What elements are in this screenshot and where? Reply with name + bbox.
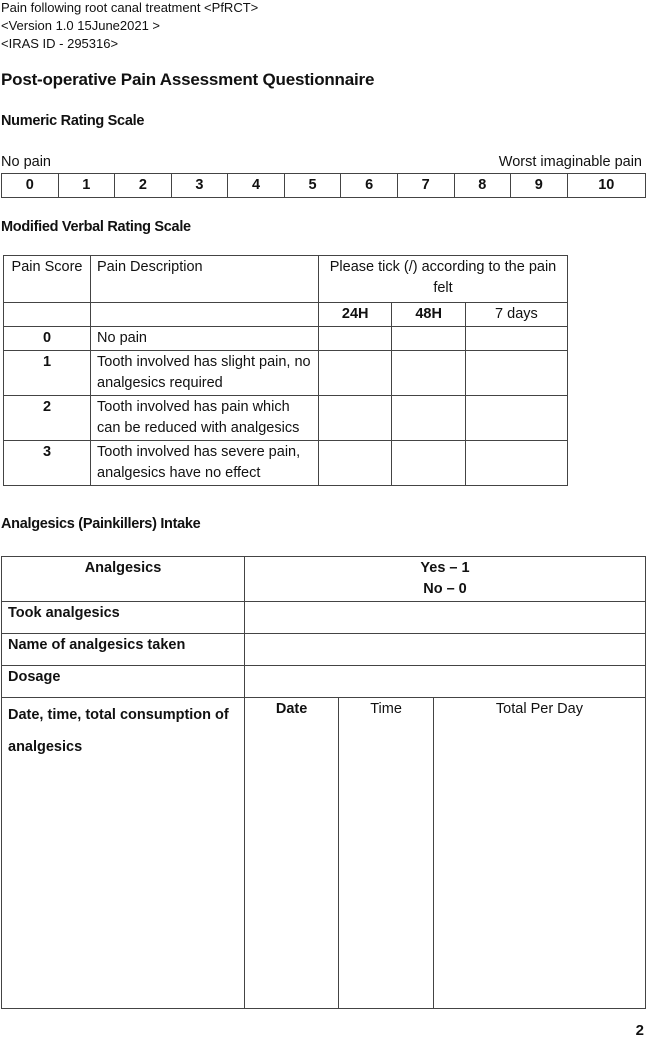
analgesics-table	[1, 556, 646, 1009]
nrs-cell-8[interactable]: 8	[454, 174, 511, 198]
analgesics-row	[2, 602, 646, 634]
analgesics-row-label: Name of analgesics taken	[2, 634, 245, 666]
vrs-heading: Modified Verbal Rating Scale	[1, 219, 191, 235]
col-24h: 24H	[319, 303, 392, 327]
tick-24h[interactable]	[319, 327, 392, 351]
pain-score: 1	[4, 351, 91, 396]
pain-score: 0	[4, 327, 91, 351]
analgesics-row	[2, 634, 646, 666]
col-tick-instruction: Please tick (/) according to the pain felt	[319, 256, 568, 303]
time-header: Time	[370, 701, 402, 717]
nrs-cell-1[interactable]: 1	[58, 174, 115, 198]
col-7days: 7 days	[465, 303, 567, 327]
tick-48h[interactable]	[392, 327, 465, 351]
analgesics-answer-field[interactable]	[245, 634, 646, 666]
nrs-cell-10[interactable]: 10	[567, 174, 645, 198]
vrs-row	[4, 351, 568, 396]
pain-score: 2	[4, 396, 91, 441]
nrs-cell-0[interactable]: 0	[2, 174, 59, 198]
pain-description: Tooth involved has pain which can be reduced with analgesics	[91, 396, 319, 441]
nrs-heading: Numeric Rating Scale	[1, 113, 145, 129]
nrs-cell-4[interactable]: 4	[228, 174, 285, 198]
col-48h: 48H	[392, 303, 465, 327]
col-pain-description: Pain Description	[91, 256, 319, 303]
yes-label: Yes – 1	[420, 560, 470, 576]
nrs-cell-2[interactable]: 2	[115, 174, 172, 198]
tick-48h[interactable]	[392, 441, 465, 486]
col-analgesics: Analgesics	[2, 557, 245, 602]
nrs-right-label: Worst imaginable pain	[498, 154, 642, 170]
time-column[interactable]	[339, 698, 434, 1009]
tick-24h[interactable]	[319, 396, 392, 441]
date-column[interactable]	[245, 698, 339, 1009]
analgesics-answer-field[interactable]	[245, 602, 646, 634]
vrs-row	[4, 396, 568, 441]
nrs-cell-5[interactable]: 5	[284, 174, 341, 198]
tick-48h[interactable]	[392, 351, 465, 396]
tick-24h[interactable]	[319, 351, 392, 396]
tick-7days[interactable]	[465, 327, 567, 351]
nrs-cell-7[interactable]: 7	[397, 174, 454, 198]
tick-24h[interactable]	[319, 441, 392, 486]
pain-score: 3	[4, 441, 91, 486]
analgesics-row-label: Dosage	[2, 666, 245, 698]
pain-description: Tooth involved has severe pain, analgesics have no effect	[91, 441, 319, 486]
tick-7days[interactable]	[465, 441, 567, 486]
vrs-row	[4, 327, 568, 351]
vrs-row	[4, 441, 568, 486]
total-column[interactable]	[433, 698, 645, 1009]
consumption-label: Date, time, total consumption of analgesics	[2, 698, 245, 1009]
analgesics-row-label: Took analgesics	[2, 602, 245, 634]
date-header: Date	[275, 701, 308, 717]
pain-description: No pain	[91, 327, 319, 351]
page-number: 2	[635, 1022, 644, 1039]
col-pain-score: Pain Score	[4, 256, 91, 303]
analgesics-answer-field[interactable]	[245, 666, 646, 698]
no-label: No – 0	[423, 581, 467, 597]
nrs-left-label: No pain	[1, 154, 51, 170]
tick-7days[interactable]	[465, 396, 567, 441]
tick-48h[interactable]	[392, 396, 465, 441]
analgesics-heading: Analgesics (Painkillers) Intake	[1, 516, 201, 532]
header-version: <Version 1.0 15June2021 >	[1, 18, 161, 33]
vrs-table	[3, 255, 568, 486]
analgesics-row	[2, 666, 646, 698]
header-iras-id: <IRAS ID - 295316>	[1, 36, 119, 51]
nrs-cell-3[interactable]: 3	[171, 174, 228, 198]
tick-7days[interactable]	[465, 351, 567, 396]
nrs-table	[1, 173, 646, 198]
total-per-day-header: Total Per Day	[495, 701, 583, 717]
header-study-title: Pain following root canal treatment <PfRCT>	[1, 0, 259, 15]
pain-description: Tooth involved has slight pain, no analgesics required	[91, 351, 319, 396]
nrs-cell-6[interactable]: 6	[341, 174, 398, 198]
col-yes-no	[245, 557, 646, 602]
page-title: Post-operative Pain Assessment Questionnaire	[1, 70, 375, 89]
nrs-cell-9[interactable]: 9	[511, 174, 568, 198]
